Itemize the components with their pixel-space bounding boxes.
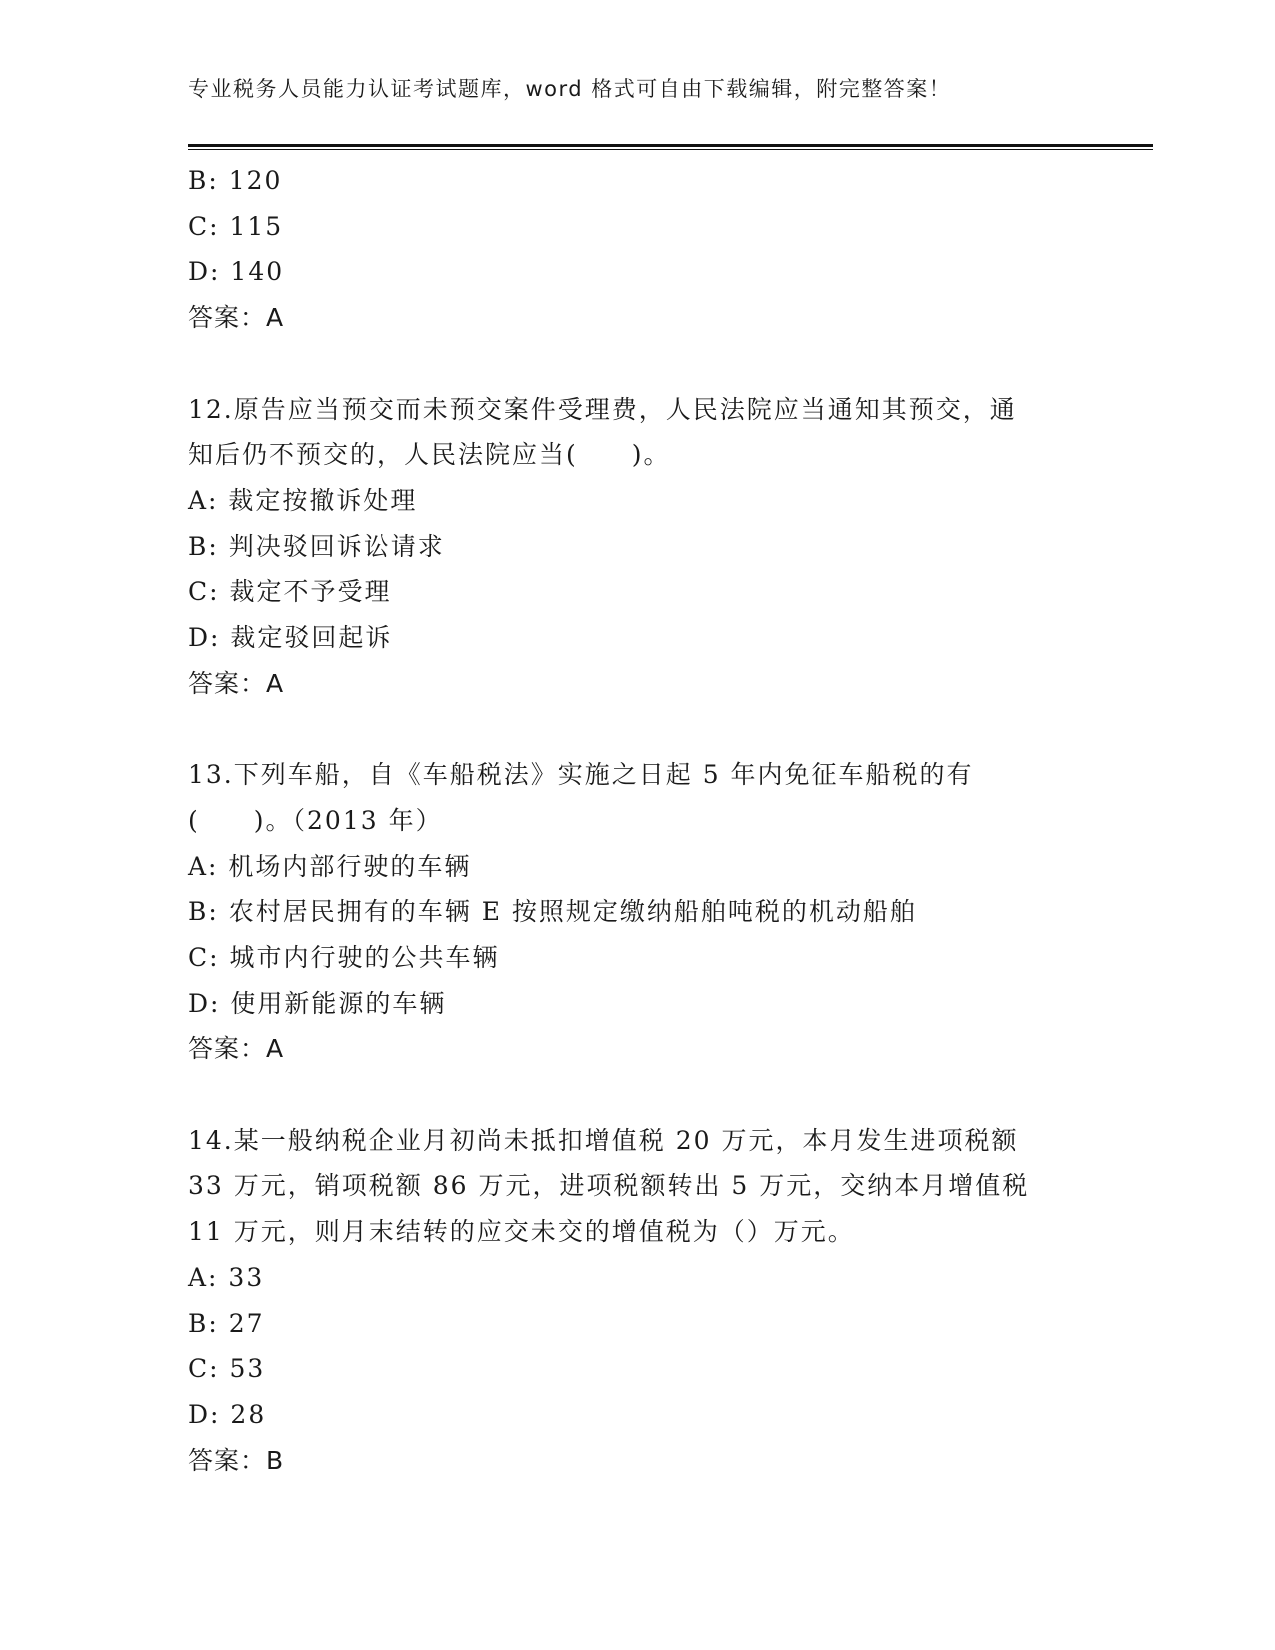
option-line: A: 裁定按撤诉处理 — [188, 485, 418, 515]
option-line: B: 判决驳回诉讼请求 — [188, 531, 445, 561]
option-line: A: 机场内部行驶的车辆 — [188, 851, 472, 881]
question-text-line: 13.下列车船，自《车船税法》实施之日起 5 年内免征车船税的有 — [188, 760, 974, 790]
answer-line: 答案：A — [188, 303, 285, 333]
option-line: A: 33 — [188, 1262, 265, 1292]
spacer — [188, 1072, 1088, 1118]
option-line: B: 农村居民拥有的车辆 E 按照规定缴纳船舶吨税的机动船舶 — [188, 897, 917, 927]
question-14 — [188, 1118, 1088, 1484]
option-line: C: 裁定不予受理 — [188, 577, 392, 607]
question-text-line: 11 万元，则月末结转的应交未交的增值税为（）万元。 — [188, 1217, 855, 1247]
spacer — [188, 341, 1088, 387]
option-line: B: 27 — [188, 1308, 265, 1338]
option-line: D: 使用新能源的车辆 — [188, 988, 447, 1018]
question-text-line: ( )。（2013 年） — [188, 805, 443, 835]
question-text-line: 12.原告应当预交而未预交案件受理费，人民法院应当通知其预交，通 — [188, 394, 1017, 424]
document-body — [188, 158, 1088, 1483]
question-text-line: 14.某一般纳税企业月初尚未抵扣增值税 20 万元，本月发生进项税额 — [188, 1125, 1019, 1155]
spacer — [188, 706, 1088, 752]
option-line: C: 53 — [188, 1354, 266, 1384]
question-text-line: 33 万元，销项税额 86 万元，进项税额转出 5 万元，交纳本月增值税 — [188, 1171, 1030, 1201]
question-13 — [188, 752, 1088, 1072]
answer-line: 答案：A — [188, 668, 285, 698]
option-line: C: 115 — [188, 211, 284, 241]
question-12 — [188, 387, 1088, 707]
page-header: 专业税务人员能力认证考试题库，word 格式可自由下载编辑，附完整答案！ — [188, 77, 952, 101]
option-line: C: 城市内行驶的公共车辆 — [188, 942, 500, 972]
option-line: D: 28 — [188, 1399, 267, 1429]
header-divider — [188, 144, 1153, 150]
option-line: D: 140 — [188, 257, 285, 287]
previous-question-tail — [188, 158, 1088, 341]
answer-line: 答案：A — [188, 1034, 285, 1064]
option-line: D: 裁定驳回起诉 — [188, 623, 393, 653]
question-text-line: 知后仍不预交的，人民法院应当( )。 — [188, 440, 671, 470]
answer-line: 答案：B — [188, 1445, 285, 1475]
option-line: B: 120 — [188, 166, 283, 195]
